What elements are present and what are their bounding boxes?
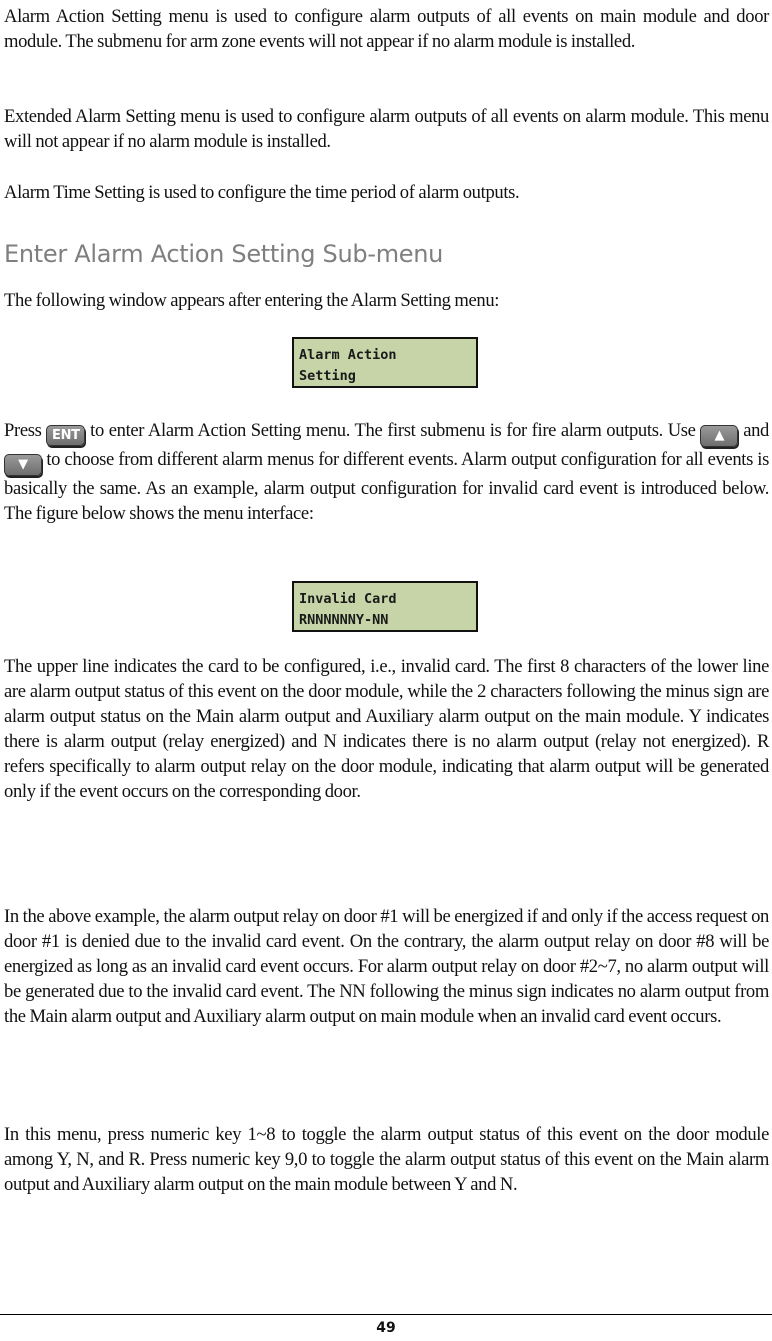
press-text-4: to choose from different alarm menus for different events. Alarm output configuration for all events is basically the same. As an example, alarm output configuration for invalid card event is introduced below. The figure below shows the menu interface: [4, 449, 769, 524]
paragraph-example-explanation: In the above example, the alarm output relay on door #1 will be energized if and only if the access request on door #1 is denied due to the invalid card event. On the contrary, the alarm output relay on door #8 will be energized as long as an invalid card event occurs. For alarm output relay on door #2~7, no alarm output will be generated due to the invalid card event. The NN following the minus sign indicates no alarm output from the Main alarm output and Auxiliary alarm output on main module when an invalid card event occurs. [4, 906, 769, 1027]
lcd-display-alarm-action-setting [292, 337, 478, 388]
lcd-line-2: RNNNNNNY-NN [299, 612, 389, 628]
press-text: Press [4, 420, 42, 441]
lcd-line-2: Setting [299, 368, 356, 384]
section-heading: Enter Alarm Action Setting Sub-menu [4, 240, 444, 268]
paragraph-toggle-instructions: In this menu, press numeric key 1~8 to toggle the alarm output status of this event on the door module among Y, N, and R. Press numeric key 9,0 to toggle the alarm output status of this event on the Main alarm output and Auxiliary alarm output on the main module between Y and N. [4, 1124, 769, 1195]
press-text-2: to enter Alarm Action Setting menu. The first submenu is for fire alarm outputs. Use [85, 420, 701, 441]
paragraph-press-ent [4, 418, 769, 526]
page-number: 49 [376, 1320, 396, 1336]
footer-divider [0, 1314, 772, 1315]
press-text-3: and [738, 420, 769, 441]
paragraph-alarm-action-setting: Alarm Action Setting menu is used to configure alarm outputs of all events on main module and door module. The submenu for arm zone events will not appear if no alarm module is installed. [4, 6, 769, 52]
paragraph-extended-alarm-setting: Extended Alarm Setting menu is used to configure alarm outputs of all events on alarm module. This menu will not appear if no alarm module is installed. [4, 106, 769, 152]
lcd-line-1: Invalid Card [299, 591, 397, 607]
down-arrow-key-icon: ▼ [4, 454, 42, 476]
up-arrow-key-icon: ▲ [700, 425, 738, 447]
paragraph-alarm-time-setting: Alarm Time Setting is used to configure the time period of alarm outputs. [4, 182, 520, 203]
ent-key-icon: ENT [46, 425, 85, 446]
lcd-line-1: Alarm Action [299, 347, 397, 363]
section-intro: The following window appears after entering the Alarm Setting menu: [4, 290, 500, 311]
lcd-display-invalid-card [292, 581, 478, 632]
paragraph-upper-line-explanation: The upper line indicates the card to be configured, i.e., invalid card. The first 8 characters of the lower line are alarm output status of this event on the door module, while the 2 characters following the minus sign are alarm output status on the Main alarm output and Auxiliary alarm output on the main module. Y indicates there is alarm output (relay energized) and N indicates there is no alarm output (relay not energized). R refers specifically to alarm output relay on the door module, indicating that alarm output will be generated only if the event occurs on the corresponding door. [4, 656, 769, 802]
